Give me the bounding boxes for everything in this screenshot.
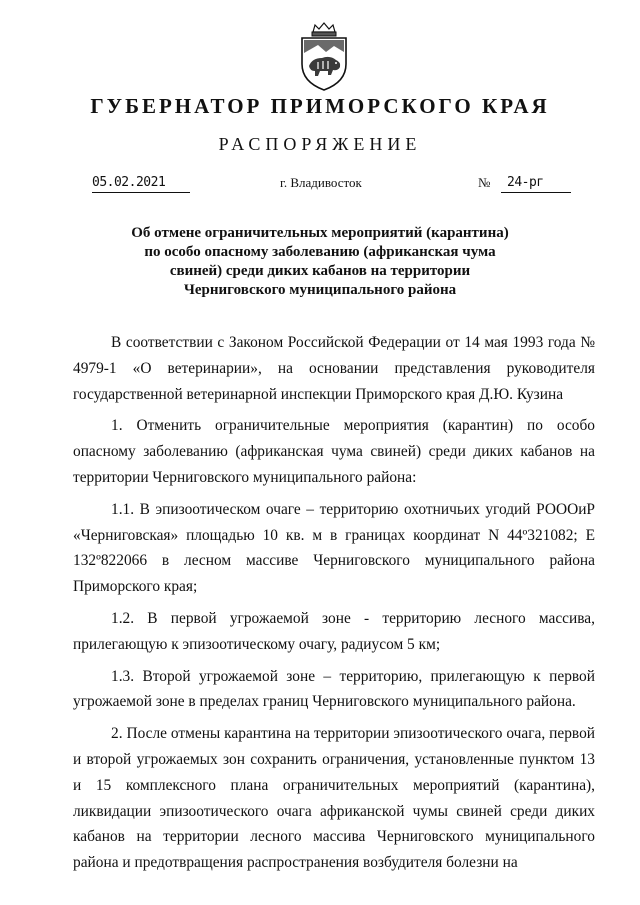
title-line: Об отмене ограничительных мероприятий (карантина) xyxy=(131,225,509,241)
body-paragraph: 1. Отменить ограничительные мероприятия (карантин) по особо опасному заболеванию (африканская чума свиней) среди диких кабанов на территории Черниговского муниципального района: xyxy=(73,417,595,486)
number-field xyxy=(501,174,571,193)
coat-of-arms-icon xyxy=(296,22,352,92)
title-line: свиней) среди диких кабанов на территории xyxy=(169,263,471,279)
document-type: РАСПОРЯЖЕНИЕ xyxy=(218,134,422,154)
document-number: 24-рг xyxy=(507,175,544,190)
date-field xyxy=(92,174,190,193)
body-paragraph: 2. После отмены карантина на территории эпизоотического очага, первой и второй угрожаемых зон сохранить ограничения, установленные пунктом 13 и 15 комплексного плана ограничительных мероприятий (карантина), ликвидации эпизоотического очага африканской чумы свиней среди диких кабанов на территории лесного массива Черниговского муниципального района и предотвращения распространения возбудителя болезни на xyxy=(73,725,595,872)
document-meta-row xyxy=(0,172,640,196)
title-line: по особо опасному заболеванию (африканская чума xyxy=(144,244,496,260)
document-body xyxy=(73,330,595,882)
number-sign: № xyxy=(478,175,491,190)
body-paragraph: В соответствии с Законом Российской Федерации от 14 мая 1993 года № 4979-1 «О ветеринарии», на основании представления руководителя государственной ветеринарной инспекции Приморского края Д.Ю. Кузина xyxy=(73,334,595,403)
document-date: 05.02.2021 xyxy=(92,175,166,190)
title-line: Черниговского муниципального района xyxy=(183,282,457,298)
body-paragraph: 1.3. Второй угрожаемой зоне – территорию, прилегающую к первой угрожаемой зоне в пределах границ Черниговского муниципального района. xyxy=(73,667,595,711)
issuing-authority: ГУБЕРНАТОР ПРИМОРСКОГО КРАЯ xyxy=(90,94,550,118)
document-city: г. Владивосток xyxy=(280,175,362,190)
document-title xyxy=(100,224,540,300)
body-paragraph: 1.2. В первой угрожаемой зоне - территорию лесного массива, прилегающую к эпизоотическому очагу, радиусом 5 км; xyxy=(73,609,595,653)
body-paragraph: 1.1. В эпизоотическом очаге – территорию охотничьих угодий РОООиР «Черниговская» площадью 10 кв. м в границах координат N 44º321082; E 132º822066 в лесном массиве Черниговского муниципального района Приморского края; xyxy=(73,500,595,596)
